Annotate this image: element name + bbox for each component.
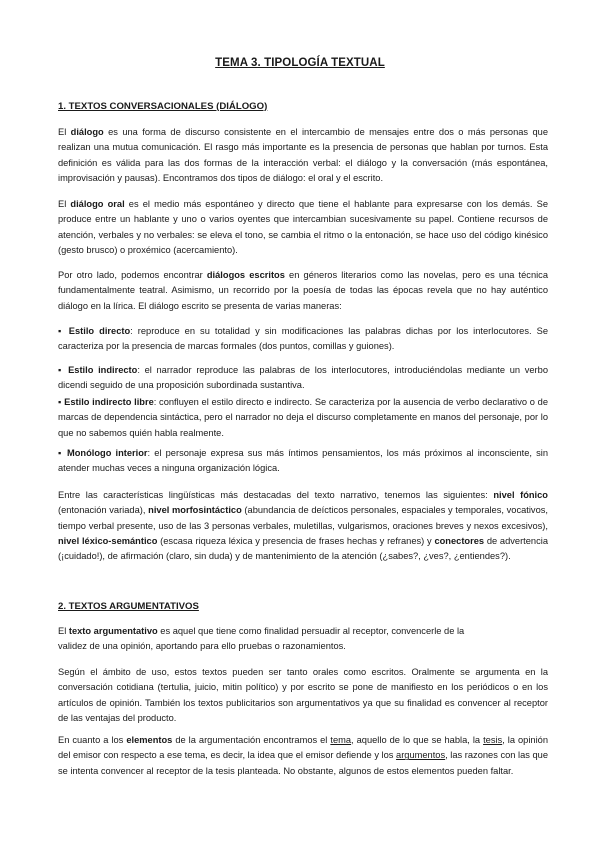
text-run: es el medio más espontáneo y directo que tiene el hablante para expresarse con los demás. Se produce entre un hablante y uno o varios oyentes que intercambian sucesivamente su papel. Contiene recursos de atención, verbales y no verbales: se eleva el tono, se cambia el ritmo o la entonación, se hace uso del código kinésico (gesto brusco) o proxémico (acercamiento). [58, 199, 548, 255]
text-run: , las razones con las que se intenta convencer al receptor de la tesis planteada. No obstante, algunos de estos elementos pueden faltar. [58, 750, 548, 776]
bullet-text: : el narrador reproduce las palabras de los interlocutores, introduciéndolas mediante un verbo dicendi seguido de una proposición subordinada sustantiva. [58, 365, 548, 391]
bullet-estilo-indirecto-libre [58, 395, 548, 441]
section-heading-conversacionales: 1. TEXTOS CONVERSACIONALES (DIÁLOGO) [58, 101, 268, 112]
text-run: de advertencia (¡cuidado!), de afirmación (claro, sin duda) y de mantenimiento de la atención (¿sabes?, ¿ves?, ¿entiendes?). [58, 535, 548, 562]
term-dialogos-escritos: diálogos escritos [206, 270, 285, 280]
text-run: en géneros literarios como las novelas, pero es una técnica fundamentalmente teatral. Asimismo, un recorrido por la poesía de todas las épocas revela que no hay auténtico diálogo en la lírica. El diálogo escrito se presenta de varias maneras: [58, 270, 549, 311]
text-run: En cuanto a los [58, 735, 127, 745]
term-elementos: elementos [126, 735, 173, 745]
bullet-label: Estilo directo [68, 326, 131, 336]
text-run: El [58, 127, 71, 137]
text-run: Por otro lado, podemos encontrar [58, 270, 207, 280]
paragraph-dialogos-escritos [58, 268, 548, 314]
bullet-marker-icon: ▪ [58, 397, 65, 407]
bullet-label: Estilo indirecto libre [64, 397, 154, 407]
paragraph-dialogo-oral [58, 197, 548, 258]
term-argumentos: argumentos [396, 750, 446, 761]
paragraph-texto-argumentativo [58, 624, 548, 655]
text-run: , aquello de lo que se habla, la [351, 735, 484, 745]
text-run: El [58, 626, 69, 636]
text-run: validez de una opinión, aportando para ello pruebas o razonamientos. [58, 641, 346, 652]
text-run: , la opinión del emisor con respecto a ese tema, es decir, la idea que el emisor defiende y los [58, 735, 548, 761]
bullet-marker-icon: ▪ [58, 448, 67, 458]
paragraph-caracteristicas [58, 488, 548, 564]
term-nivel-fonico: nivel fónico [493, 490, 548, 500]
bullet-text: : confluyen el estilo directo e indirecto. Se caracteriza por la ausencia de verbo declarativo o de marcas de dependencia sintáctica, pero el narrador no deja el discurso completamente en manos del personaje, por lo que no sabemos quién habla realmente. [58, 397, 548, 438]
bullet-text: : el personaje expresa sus más íntimos pensamientos, los más próximos al inconsciente, sin atender muchas veces a ninguna organización lógica. [58, 448, 548, 474]
bullet-text: : reproduce en su totalidad y sin modificaciones las palabras dichas por los interlocutores. Se caracteriza por la presencia de marcas formales (dos puntos, comillas y guiones). [58, 326, 548, 352]
text-run: Entre las características lingüísticas más destacadas del texto narrativo, tenemos las siguientes: [58, 490, 494, 500]
section-heading-argumentativos: 2. TEXTOS ARGUMENTATIVOS [58, 601, 199, 612]
paragraph-ambito-de-uso [58, 665, 548, 726]
text-run: Según el ámbito de uso, estos textos pueden ser tanto orales como escritos. Oralmente se argumenta en la conversación cotidiana (tertulia, juicio, mitin político) y por escrito se pone de manifiesto en los periódicos o en los artículos de opinión. También los textos publicitarios son argumentativos ya que su finalidad es convencer al receptor de las ventajas del producto. [58, 667, 548, 723]
bullet-marker-icon: ▪ [58, 326, 69, 336]
term-tesis: tesis [483, 735, 503, 745]
term-tema: tema [330, 735, 352, 745]
paragraph-elementos [58, 733, 548, 779]
text-run: es aquel que tiene como finalidad persuadir al receptor, convencerle de la [157, 626, 465, 636]
bullet-label: Monólogo interior [66, 448, 148, 458]
bullet-estilo-indirecto [58, 363, 548, 394]
text-run: El [58, 199, 71, 209]
text-run: (escasa riqueza léxica y presencia de frases hechas y refranes) y [157, 535, 435, 546]
text-run: de la argumentación encontramos el [172, 735, 331, 745]
page-title: TEMA 3. TIPOLOGÍA TEXTUAL [215, 57, 385, 69]
bullet-label: Estilo indirecto [68, 365, 138, 375]
bullet-monologo-interior [58, 446, 548, 477]
term-nivel-morfosintactico: nivel morfosintáctico [148, 505, 242, 516]
term-nivel-lexico-semantico: nivel léxico-semántico [58, 535, 158, 546]
term-conectores: conectores [434, 535, 485, 546]
term-texto-argumentativo: texto argumentativo [68, 626, 158, 636]
bullet-marker-icon: ▪ [58, 365, 69, 375]
text-run: (abundancia de deícticos personales, espaciales y temporales, vocativos, tiempo verbal presente, uso de las 3 personas verbales, muletillas, vulgarismos, oraciones breves y nexos excesivos), [58, 505, 548, 531]
term-dialogo-oral: diálogo oral [70, 199, 125, 209]
text-run: (entonación variada), [58, 505, 149, 516]
bullet-estilo-directo [58, 324, 548, 355]
paragraph-dialogo [58, 125, 548, 186]
term-dialogo: diálogo [70, 127, 104, 137]
text-run: es una forma de discurso consistente en el intercambio de mensajes entre dos o más personas que realizan una mutua comunicación. El rasgo más importante es la presencia de personas que hablan por turnos. Esta definición es válida para las dos formas de la interacción verbal: el diálogo y la conversación (más espontánea, improvisación y pausas). Encontramos dos tipos de diálogo: el oral y el escrito. [58, 127, 548, 183]
